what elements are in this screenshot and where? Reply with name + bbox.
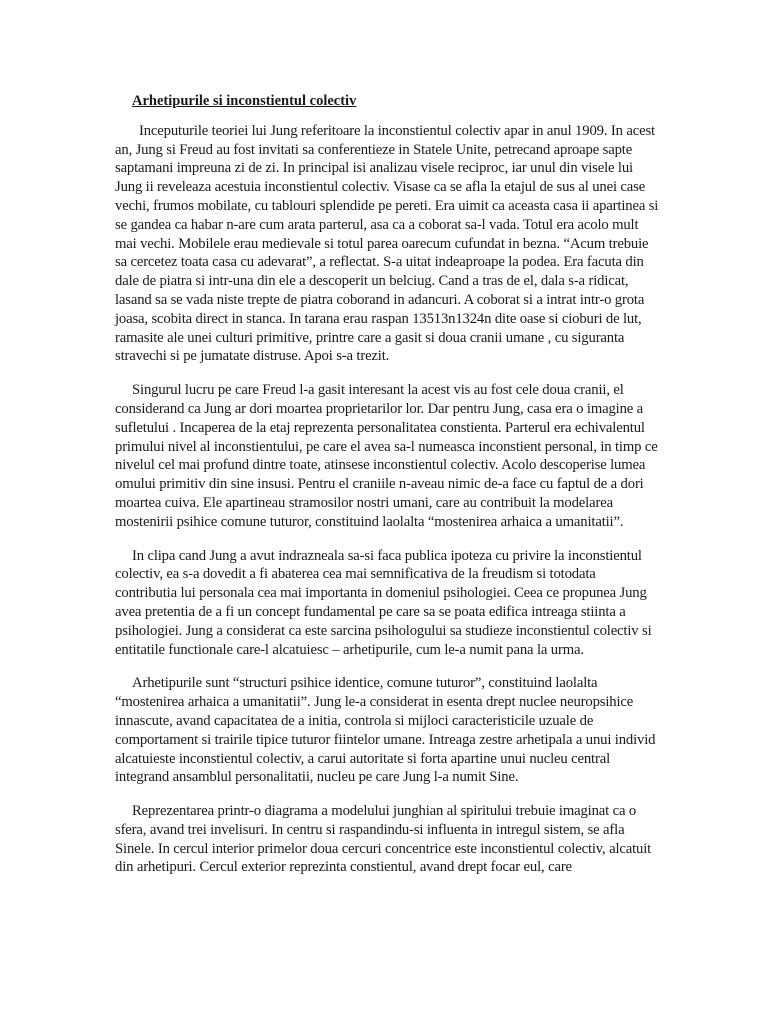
paragraph-4: Arhetipurile sunt “structuri psihice identice, comune tuturor”, constituind laolalta “mostenirea arhaica a umanitatii”. Jung le-a considerat in esenta drept nuclee neuropsihice innascute, avand capacitatea de a initia, controla si mijloci caracteristicile uzuale de comportament si trairile tipice tuturor fiintelor umane. Intreaga zestre arhetipala a unui individ alcatuieste inconstientul colectiv, a carui autoritate si forta apartine unui nucleu central integrand ansamblul personalitatii, nucleu pe care Jung l-a numit Sine.	[115, 675, 656, 786]
paragraph-3: In clipa cand Jung a avut indrazneala sa-si faca publica ipoteza cu privire la inconstientul colectiv, ea s-a dovedit a fi abaterea cea mai semnificativa de la freudism si totodata contributia lui personala cea mai importanta in domeniul psihologiei. Ceea ce propunea Jung avea pretentia de a fi un concept fundamental pe care sa se poata edifica intreaga stiinta a psihologiei. Jung a considerat ca este sarcina psihologului sa studieze inconstientul colectiv si entitatile functionale care-l alcatuiesc – arhetipurile, cum le-a numit pana la urma.	[115, 547, 652, 658]
paragraph-5: Reprezentarea printr-o diagrama a modelului junghian al spiritului trebuie imaginat ca o sfera, avand trei invelisuri. In centru si raspandindu-si influenta in intregul sistem, se afla Sinele. In cercul interior primelor doua cercuri concentrice este inconstientul colectiv, alcatuit din arhetipuri. Cercul exterior reprezinta constientul, avand drept focar eul, care	[115, 803, 652, 876]
document-body	[115, 92, 660, 892]
paragraph-1: Inceputurile teoriei lui Jung referitoare la inconstientul colectiv apar in anul 1909. In acest an, Jung si Freud au fost invitati sa conferentieze in Statele Unite, petrecand aproape sapte saptamani impreuna zi de zi. In principal isi analizau visele reciproc, iar unul din visele lui Jung ii reveleaza acestuia inconstientul colectiv. Visase ca se afla la etajul de sus al unei case vechi, frumos mobilate, cu tablouri splendide pe pereti. Era uimit ca aceasta casa ii apartinea si se gandea ca habar n-are cum arata parterul, asa ca a coborat sa-l vada. Totul era acolo mult mai vechi. Mobilele erau medievale si totul parea oarecum cufundat in bezna. “Acum trebuie sa cercetez toata casa cu adevarat”, a reflectat. S-a uitat indeaproape la podea. Era facuta din dale de piatra si intr-una din ele a descoperit un belciug. Cand a tras de el, dala s-a ridicat, lasand sa se vada niste trepte de piatra coborand in adancuri. A coborat si a intrat intr-o grota joasa, scobita direct in stanca. In tarana erau raspan 13513n1324n dite oase si cioburi de lut, ramasite ale unei culturi primitive, printre care a gasit si doua cranii umane , cu siguranta stravechi si pe jumatate distruse. Apoi s-a trezit.	[115, 122, 659, 365]
document-title: Arhetipurile si inconstientul colectiv	[132, 93, 357, 109]
paragraph-2: Singurul lucru pe care Freud l-a gasit interesant la acest vis au fost cele doua cranii, el considerand ca Jung ar dori moartea proprietarilor lor. Dar pentru Jung, casa era o imagine a sufletului . Incaperea de la etaj reprezenta personalitatea constienta. Parterul era echivalentul primului nivel al inconstientului, pe care el avea sa-l numeasca inconstient personal, in timp ce nivelul cel mai profund dintre toate, atinsese inconstientul colectiv. Acolo descoperise lumea omului primitiv din sine insusi. Pentru el craniile n-aveau nimic de-a face cu faptul de a dori moartea cuiva. Ele apartineau stramosilor nostri umani, care au contribuit la modelarea mostenirii psihice comune tuturor, constituind laolalta “mostenirea arhaica a umanitatii”.	[115, 382, 658, 530]
